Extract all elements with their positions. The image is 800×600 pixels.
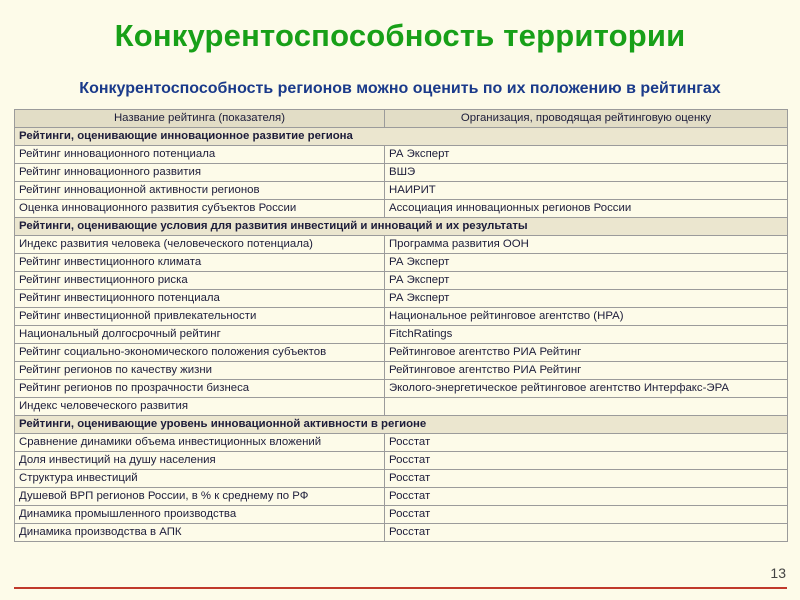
table-row — [15, 398, 788, 416]
ratings-table — [14, 109, 788, 542]
rating-name-cell: Рейтинг инвестиционного климата — [15, 254, 385, 272]
organization-cell: Росстат — [385, 434, 788, 452]
rating-name-cell: Рейтинг регионов по прозрачности бизнеса — [15, 380, 385, 398]
organization-cell: ВШЭ — [385, 164, 788, 182]
rating-name-cell: Рейтинг инновационной активности регионов — [15, 182, 385, 200]
table-row — [15, 488, 788, 506]
table-row — [15, 272, 788, 290]
table-row — [15, 506, 788, 524]
table-row — [15, 362, 788, 380]
organization-cell: РА Эксперт — [385, 290, 788, 308]
rating-name-cell: Рейтинг инновационного развития — [15, 164, 385, 182]
slide-subtitle: Конкурентоспособность регионов можно оценить по их положению в рейтингах — [79, 80, 721, 97]
section-row — [15, 128, 788, 146]
table-row — [15, 254, 788, 272]
slide-title: Конкурентоспособность территории — [114, 18, 686, 53]
table-row — [15, 290, 788, 308]
rating-name-cell: Индекс развития человека (человеческого потенциала) — [15, 236, 385, 254]
organization-cell: НАИРИТ — [385, 182, 788, 200]
table-row — [15, 146, 788, 164]
header-rating-name: Название рейтинга (показателя) — [15, 110, 385, 128]
rating-name-cell: Сравнение динамики объема инвестиционных вложений — [15, 434, 385, 452]
organization-cell: Ассоциация инновационных регионов России — [385, 200, 788, 218]
rating-name-cell: Рейтинг социально-экономического положения субъектов — [15, 344, 385, 362]
organization-cell: Росстат — [385, 452, 788, 470]
rating-name-cell: Душевой ВРП регионов России, в % к среднему по РФ — [15, 488, 385, 506]
table-header-row — [15, 110, 788, 128]
organization-cell: FitchRatings — [385, 326, 788, 344]
rating-name-cell: Оценка инновационного развития субъектов России — [15, 200, 385, 218]
header-organization: Организация, проводящая рейтинговую оценку — [385, 110, 788, 128]
rating-name-cell: Структура инвестиций — [15, 470, 385, 488]
rating-name-cell: Рейтинг регионов по качеству жизни — [15, 362, 385, 380]
organization-cell: Эколого-энергетическое рейтинговое агентство Интерфакс-ЭРА — [385, 380, 788, 398]
section-title: Рейтинги, оценивающие условия для развития инвестиций и инноваций и их результаты — [15, 218, 788, 236]
section-row — [15, 416, 788, 434]
table-row — [15, 524, 788, 542]
organization-cell: Росстат — [385, 524, 788, 542]
section-row — [15, 218, 788, 236]
rating-name-cell: Рейтинг инвестиционного риска — [15, 272, 385, 290]
table-row — [15, 380, 788, 398]
rating-name-cell: Рейтинг инвестиционной привлекательности — [15, 308, 385, 326]
table-row — [15, 164, 788, 182]
organization-cell: РА Эксперт — [385, 272, 788, 290]
table-row — [15, 326, 788, 344]
table-row — [15, 434, 788, 452]
table-row — [15, 236, 788, 254]
organization-cell: Рейтинговое агентство РИА Рейтинг — [385, 362, 788, 380]
section-title: Рейтинги, оценивающие уровень инновационной активности в регионе — [15, 416, 788, 434]
rating-name-cell: Индекс человеческого развития — [15, 398, 385, 416]
rating-name-cell: Национальный долгосрочный рейтинг — [15, 326, 385, 344]
organization-cell — [385, 398, 788, 416]
table-row — [15, 308, 788, 326]
table-row — [15, 344, 788, 362]
section-title: Рейтинги, оценивающие инновационное развитие региона — [15, 128, 788, 146]
table-row — [15, 452, 788, 470]
table-body — [15, 128, 788, 542]
rating-name-cell: Динамика промышленного производства — [15, 506, 385, 524]
table-row — [15, 182, 788, 200]
organization-cell: Рейтинговое агентство РИА Рейтинг — [385, 344, 788, 362]
organization-cell: Национальное рейтинговое агентство (НРА) — [385, 308, 788, 326]
rating-name-cell: Динамика производства в АПК — [15, 524, 385, 542]
rating-name-cell: Рейтинг инновационного потенциала — [15, 146, 385, 164]
organization-cell: Росстат — [385, 470, 788, 488]
rating-name-cell: Доля инвестиций на душу населения — [15, 452, 385, 470]
table-row — [15, 200, 788, 218]
table-row — [15, 470, 788, 488]
organization-cell: РА Эксперт — [385, 254, 788, 272]
rating-name-cell: Рейтинг инвестиционного потенциала — [15, 290, 385, 308]
page-number: 13 — [770, 565, 786, 581]
organization-cell: Программа развития ООН — [385, 236, 788, 254]
organization-cell: Росстат — [385, 488, 788, 506]
bottom-divider — [14, 587, 787, 589]
organization-cell: РА Эксперт — [385, 146, 788, 164]
organization-cell: Росстат — [385, 506, 788, 524]
